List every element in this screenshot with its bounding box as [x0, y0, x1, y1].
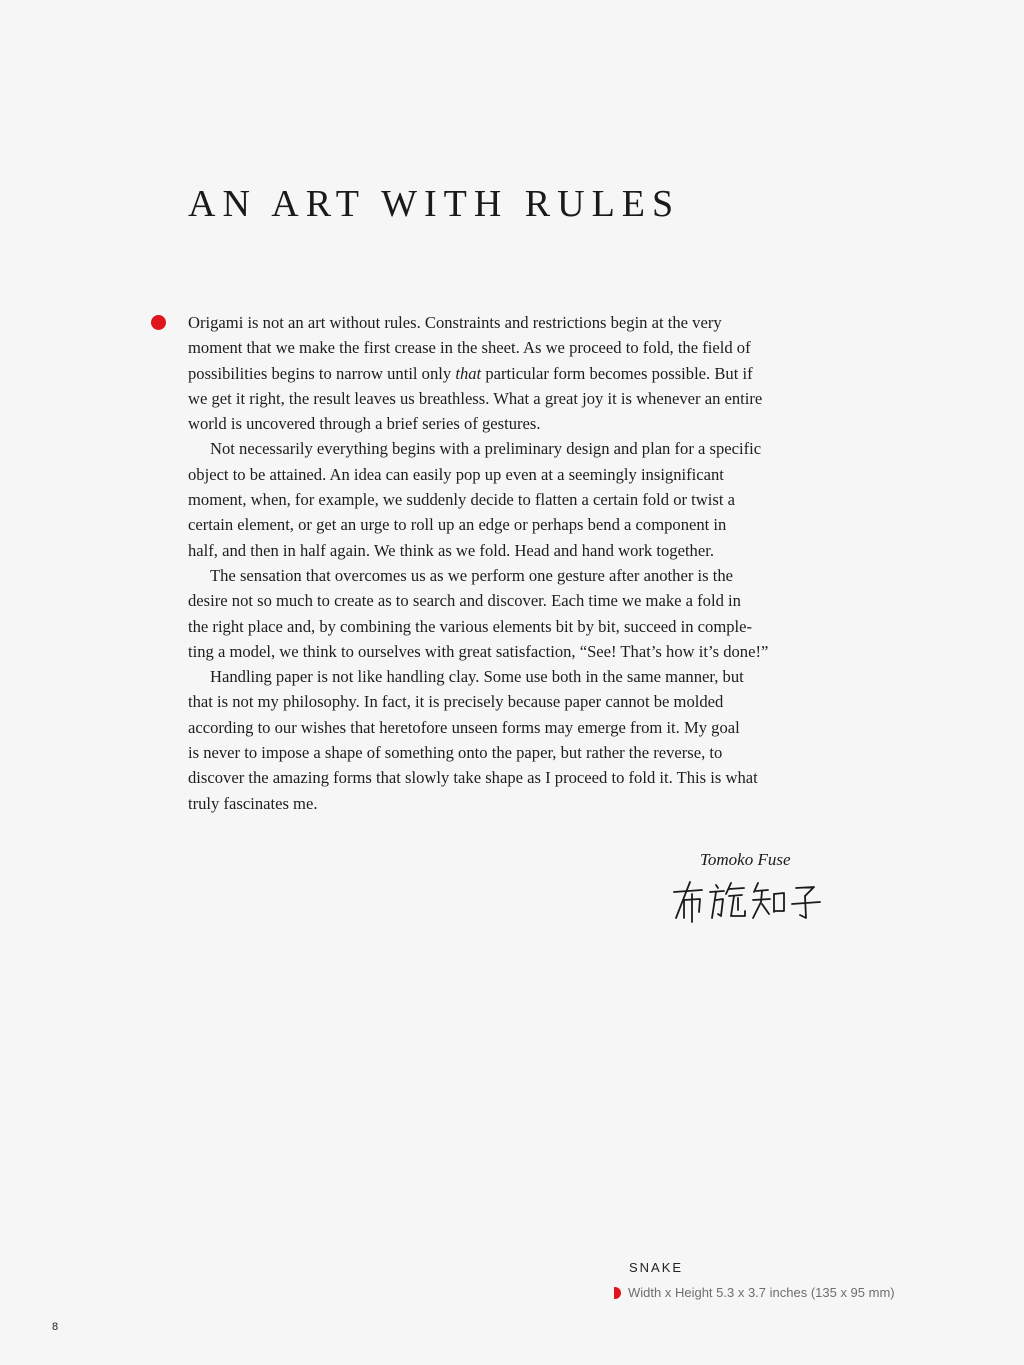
text-line: that is not my philosophy. In fact, it is precisely because paper cannot be molded	[188, 692, 724, 712]
author-signature: Tomoko Fuse	[700, 850, 791, 869]
text-line: The sensation that overcomes us as we perform one gesture after another is the	[210, 565, 733, 585]
caption-dimensions: Width x Height 5.3 x 3.7 inches (135 x 95 mm)	[628, 1285, 895, 1300]
paragraph-3	[188, 563, 838, 664]
text-line: according to our wishes that heretofore unseen forms may emerge from it. My goal	[188, 717, 740, 737]
text-line: we get it right, the result leaves us breathless. What a great joy it is whenever an entire	[188, 388, 763, 408]
page-title: AN ART WITH RULES	[188, 183, 681, 225]
caption-title: SNAKE	[629, 1260, 684, 1275]
page-number: 8	[52, 1321, 59, 1333]
text-line: world is uncovered through a brief series of gestures.	[188, 414, 541, 434]
text-line: Not necessarily everything begins with a preliminary design and plan for a specific	[210, 439, 762, 459]
paragraph-1	[188, 310, 838, 436]
text-line: object to be attained. An idea can easily pop up even at a seemingly insignificant	[188, 464, 724, 484]
text-line: possibilities begins to narrow until only that particular form becomes possible. But if	[188, 363, 753, 383]
body-text	[188, 310, 838, 816]
text-line: discover the amazing forms that slowly take shape as I proceed to fold it. This is what	[188, 768, 758, 788]
red-dot-bullet	[151, 315, 166, 330]
text-line: is never to impose a shape of something onto the paper, but rather the reverse, to	[188, 743, 723, 763]
text-line: truly fascinates me.	[188, 793, 318, 813]
text-line: half, and then in half again. We think as we fold. Head and hand work together.	[188, 540, 714, 560]
text-line: Handling paper is not like handling clay. Some use both in the same manner, but	[210, 667, 744, 687]
emphasis-word: that	[455, 363, 482, 383]
text-line: moment, when, for example, we suddenly decide to flatten a certain fold or twist a	[188, 490, 735, 510]
text-line: certain element, or get an urge to roll up an edge or perhaps bend a component in	[188, 515, 727, 535]
paragraph-4	[188, 664, 838, 816]
paragraph-2	[188, 436, 838, 562]
text-line: desire not so much to create as to search and discover. Each time we make a fold in	[188, 591, 741, 611]
caption-marker	[614, 1287, 621, 1299]
text-line: Origami is not an art without rules. Constraints and restrictions begin at the very	[188, 313, 722, 332]
text-line: ting a model, we think to ourselves with great satisfaction, “See! That’s how it’s done!”	[188, 641, 769, 661]
text-line: moment that we make the first crease in the sheet. As we proceed to fold, the field of	[188, 338, 751, 358]
japanese-signature	[668, 878, 828, 928]
text-line: the right place and, by combining the various elements bit by bit, succeed in comple-	[188, 616, 753, 636]
